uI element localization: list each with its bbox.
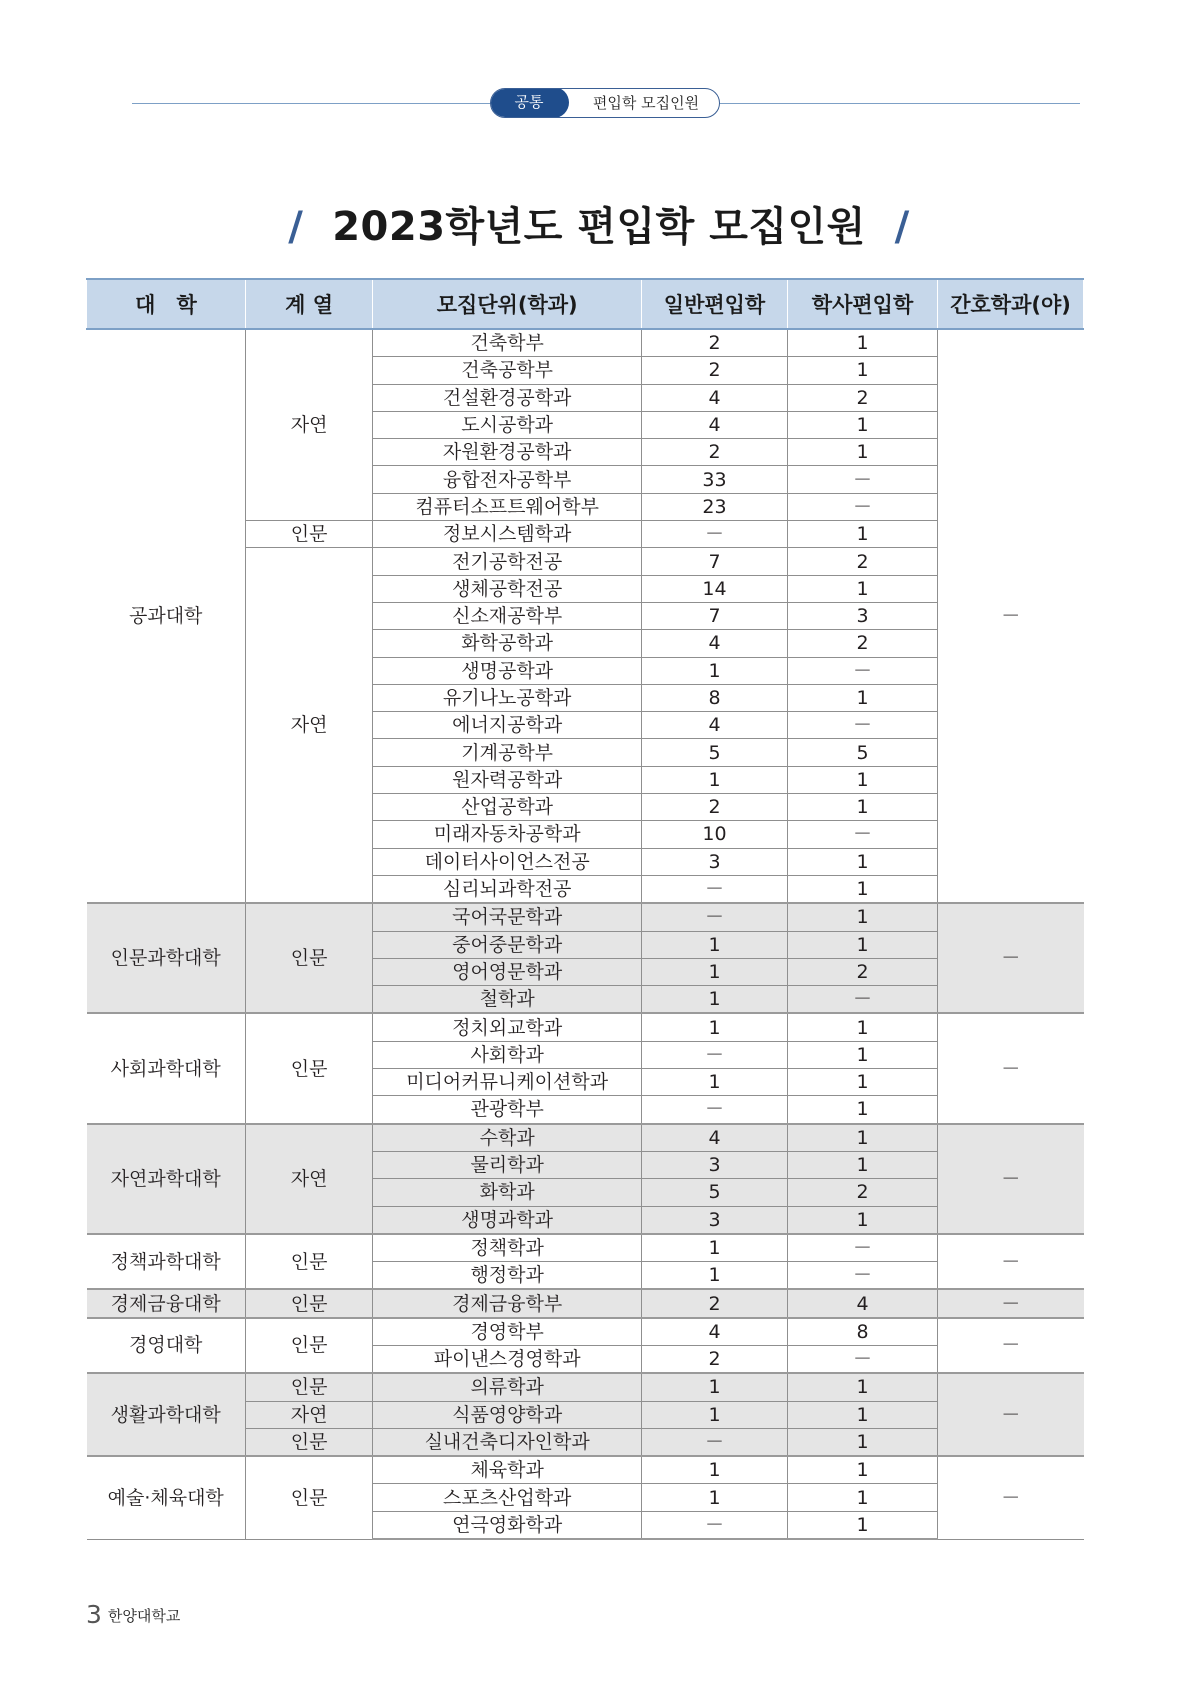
general-count-cell: 1 <box>642 1373 788 1401</box>
bachelor-count-cell: 1 <box>787 521 937 548</box>
nursing-count-cell: － <box>938 1013 1084 1123</box>
bachelor-count-cell: － <box>787 821 937 848</box>
general-count-cell: 1 <box>642 1262 788 1290</box>
unit-cell: 건축공학부 <box>373 357 642 384</box>
unit-cell: 정치외교학과 <box>373 1013 642 1041</box>
col-bachelor: 학사편입학 <box>787 279 937 329</box>
bachelor-count-cell: － <box>787 986 937 1014</box>
table-row <box>87 1234 1084 1262</box>
bachelor-count-cell: 1 <box>787 903 937 931</box>
bachelor-count-cell: 1 <box>787 1456 937 1484</box>
table-row <box>87 1124 1084 1152</box>
bachelor-count-cell: 1 <box>787 411 937 438</box>
general-count-cell: 1 <box>642 986 788 1014</box>
general-count-cell: 3 <box>642 1206 788 1234</box>
bachelor-count-cell: － <box>787 1262 937 1290</box>
general-count-cell: 2 <box>642 1289 788 1317</box>
bachelor-count-cell: 8 <box>787 1318 937 1346</box>
bachelor-count-cell: － <box>787 1234 937 1262</box>
page-title <box>0 195 1198 252</box>
admission-table <box>86 278 1084 1540</box>
bachelor-count-cell: 1 <box>787 931 937 958</box>
section-tag <box>490 88 720 118</box>
general-count-cell: 1 <box>642 931 788 958</box>
bachelor-count-cell: 1 <box>787 1041 937 1068</box>
nursing-count-cell: － <box>938 1289 1084 1317</box>
college-cell: 경영대학 <box>87 1318 246 1374</box>
general-count-cell: － <box>642 903 788 931</box>
unit-cell: 자원환경공학과 <box>373 439 642 466</box>
general-count-cell: 1 <box>642 1484 788 1511</box>
unit-cell: 체육학과 <box>373 1456 642 1484</box>
unit-cell: 철학과 <box>373 986 642 1014</box>
nursing-count-cell: － <box>938 329 1084 903</box>
general-count-cell: 10 <box>642 821 788 848</box>
bachelor-count-cell: 1 <box>787 766 937 793</box>
track-cell: 인문 <box>245 521 372 548</box>
unit-cell: 유기나노공학과 <box>373 684 642 711</box>
title-slash-right-icon: / <box>894 204 910 250</box>
general-count-cell: 2 <box>642 439 788 466</box>
general-count-cell: 1 <box>642 1401 788 1428</box>
unit-cell: 실내건축디자인학과 <box>373 1428 642 1456</box>
general-count-cell: 8 <box>642 684 788 711</box>
bachelor-count-cell: 1 <box>787 1096 937 1124</box>
bachelor-count-cell: 1 <box>787 575 937 602</box>
general-count-cell: 2 <box>642 329 788 357</box>
general-count-cell: 3 <box>642 1151 788 1178</box>
track-cell: 인문 <box>245 1456 372 1539</box>
bachelor-count-cell: 1 <box>787 329 937 357</box>
unit-cell: 경제금융학부 <box>373 1289 642 1317</box>
college-cell: 공과대학 <box>87 329 246 903</box>
bachelor-count-cell: 1 <box>787 794 937 821</box>
col-nursing: 간호학과(야) <box>938 279 1084 329</box>
unit-cell: 국어국문학과 <box>373 903 642 931</box>
table-row <box>87 1373 1084 1401</box>
unit-cell: 의류학과 <box>373 1373 642 1401</box>
bachelor-count-cell: － <box>787 712 937 739</box>
nursing-count-cell: － <box>938 1373 1084 1456</box>
unit-cell: 건축학부 <box>373 329 642 357</box>
unit-cell: 생체공학전공 <box>373 575 642 602</box>
college-cell: 예술·체육대학 <box>87 1456 246 1539</box>
bachelor-count-cell: 1 <box>787 1373 937 1401</box>
general-count-cell: － <box>642 521 788 548</box>
general-count-cell: 5 <box>642 739 788 766</box>
unit-cell: 도시공학과 <box>373 411 642 438</box>
table-row <box>87 1456 1084 1484</box>
general-count-cell: 1 <box>642 1069 788 1096</box>
section-tag-topic: 편입학 모집인원 <box>592 94 700 112</box>
general-count-cell: 5 <box>642 1179 788 1206</box>
general-count-cell: 33 <box>642 466 788 493</box>
unit-cell: 에너지공학과 <box>373 712 642 739</box>
bachelor-count-cell: 1 <box>787 1013 937 1041</box>
unit-cell: 데이터사이언스전공 <box>373 848 642 875</box>
bachelor-count-cell: 2 <box>787 630 937 657</box>
college-cell: 사회과학대학 <box>87 1013 246 1123</box>
bachelor-count-cell: 1 <box>787 1484 937 1511</box>
nursing-count-cell: － <box>938 1456 1084 1539</box>
track-cell: 인문 <box>245 1013 372 1123</box>
unit-cell: 융합전자공학부 <box>373 466 642 493</box>
bachelor-count-cell: 1 <box>787 1206 937 1234</box>
bachelor-count-cell: 2 <box>787 958 937 985</box>
unit-cell: 컴퓨터소프트웨어학부 <box>373 493 642 520</box>
bachelor-count-cell: － <box>787 1345 937 1373</box>
unit-cell: 연극영화학과 <box>373 1511 642 1539</box>
unit-cell: 영어영문학과 <box>373 958 642 985</box>
general-count-cell: 1 <box>642 958 788 985</box>
bachelor-count-cell: 1 <box>787 1069 937 1096</box>
table-header-row <box>87 279 1084 329</box>
bachelor-count-cell: 1 <box>787 1151 937 1178</box>
unit-cell: 스포츠산업학과 <box>373 1484 642 1511</box>
general-count-cell: 4 <box>642 1318 788 1346</box>
general-count-cell: 1 <box>642 766 788 793</box>
track-cell: 인문 <box>245 1289 372 1317</box>
college-cell: 자연과학대학 <box>87 1124 246 1234</box>
track-cell: 자연 <box>245 1124 372 1234</box>
bachelor-count-cell: 1 <box>787 1428 937 1456</box>
bachelor-count-cell: 2 <box>787 1179 937 1206</box>
bachelor-count-cell: 1 <box>787 1124 937 1152</box>
track-cell: 인문 <box>245 903 372 1013</box>
table-row <box>87 903 1084 931</box>
bachelor-count-cell: － <box>787 493 937 520</box>
page-title-text: 2023학년도 편입학 모집인원 <box>332 204 866 250</box>
nursing-count-cell: － <box>938 1124 1084 1234</box>
unit-cell: 중어중문학과 <box>373 931 642 958</box>
unit-cell: 원자력공학과 <box>373 766 642 793</box>
bachelor-count-cell: 1 <box>787 684 937 711</box>
bachelor-count-cell: 4 <box>787 1289 937 1317</box>
col-general: 일반편입학 <box>642 279 788 329</box>
unit-cell: 건설환경공학과 <box>373 384 642 411</box>
unit-cell: 신소재공학부 <box>373 602 642 629</box>
bachelor-count-cell: 2 <box>787 384 937 411</box>
col-unit: 모집단위(학과) <box>373 279 642 329</box>
general-count-cell: － <box>642 1511 788 1539</box>
nursing-count-cell: － <box>938 1318 1084 1374</box>
college-cell: 경제금융대학 <box>87 1289 246 1317</box>
track-cell: 인문 <box>245 1234 372 1290</box>
general-count-cell: 2 <box>642 794 788 821</box>
unit-cell: 파이낸스경영학과 <box>373 1345 642 1373</box>
unit-cell: 전기공학전공 <box>373 548 642 575</box>
unit-cell: 생명과학과 <box>373 1206 642 1234</box>
bachelor-count-cell: 1 <box>787 439 937 466</box>
table-row <box>87 1318 1084 1346</box>
unit-cell: 행정학과 <box>373 1262 642 1290</box>
unit-cell: 관광학부 <box>373 1096 642 1124</box>
bachelor-count-cell: 1 <box>787 848 937 875</box>
unit-cell: 물리학과 <box>373 1151 642 1178</box>
general-count-cell: － <box>642 875 788 903</box>
general-count-cell: 4 <box>642 1124 788 1152</box>
general-count-cell: 4 <box>642 712 788 739</box>
general-count-cell: 2 <box>642 1345 788 1373</box>
table-row <box>87 329 1084 357</box>
unit-cell: 미래자동차공학과 <box>373 821 642 848</box>
general-count-cell: 14 <box>642 575 788 602</box>
nursing-count-cell: － <box>938 903 1084 1013</box>
general-count-cell: 1 <box>642 1013 788 1041</box>
page-number: 3 <box>86 1600 102 1629</box>
unit-cell: 심리뇌과학전공 <box>373 875 642 903</box>
general-count-cell: － <box>642 1428 788 1456</box>
general-count-cell: 1 <box>642 657 788 684</box>
col-college: 대 학 <box>87 279 246 329</box>
bachelor-count-cell: 1 <box>787 1401 937 1428</box>
page-footer <box>86 1600 180 1629</box>
section-tag-category: 공통 <box>490 88 569 118</box>
unit-cell: 경영학부 <box>373 1318 642 1346</box>
general-count-cell: 1 <box>642 1456 788 1484</box>
bachelor-count-cell: 1 <box>787 875 937 903</box>
unit-cell: 미디어커뮤니케이션학과 <box>373 1069 642 1096</box>
unit-cell: 사회학과 <box>373 1041 642 1068</box>
college-cell: 인문과학대학 <box>87 903 246 1013</box>
bachelor-count-cell: 2 <box>787 548 937 575</box>
table-body <box>87 329 1084 1539</box>
general-count-cell: 3 <box>642 848 788 875</box>
unit-cell: 정보시스템학과 <box>373 521 642 548</box>
college-cell: 생활과학대학 <box>87 1373 246 1456</box>
general-count-cell: 7 <box>642 602 788 629</box>
track-cell: 인문 <box>245 1373 372 1401</box>
unit-cell: 수학과 <box>373 1124 642 1152</box>
unit-cell: 기계공학부 <box>373 739 642 766</box>
general-count-cell: 7 <box>642 548 788 575</box>
title-slash-left-icon: / <box>288 204 304 250</box>
unit-cell: 식품영양학과 <box>373 1401 642 1428</box>
general-count-cell: 4 <box>642 630 788 657</box>
bachelor-count-cell: 5 <box>787 739 937 766</box>
table-row <box>87 1289 1084 1317</box>
unit-cell: 정책학과 <box>373 1234 642 1262</box>
track-cell: 자연 <box>245 329 372 521</box>
general-count-cell: 2 <box>642 357 788 384</box>
general-count-cell: － <box>642 1096 788 1124</box>
general-count-cell: 4 <box>642 411 788 438</box>
general-count-cell: 4 <box>642 384 788 411</box>
table-row <box>87 1013 1084 1041</box>
general-count-cell: － <box>642 1041 788 1068</box>
track-cell: 인문 <box>245 1318 372 1374</box>
track-cell: 인문 <box>245 1428 372 1456</box>
track-cell: 자연 <box>245 1401 372 1428</box>
nursing-count-cell: － <box>938 1234 1084 1290</box>
general-count-cell: 23 <box>642 493 788 520</box>
bachelor-count-cell: 1 <box>787 1511 937 1539</box>
unit-cell: 생명공학과 <box>373 657 642 684</box>
col-track: 계 열 <box>245 279 372 329</box>
unit-cell: 화학공학과 <box>373 630 642 657</box>
unit-cell: 화학과 <box>373 1179 642 1206</box>
bachelor-count-cell: 3 <box>787 602 937 629</box>
bachelor-count-cell: － <box>787 657 937 684</box>
bachelor-count-cell: 1 <box>787 357 937 384</box>
college-cell: 정책과학대학 <box>87 1234 246 1290</box>
bachelor-count-cell: － <box>787 466 937 493</box>
general-count-cell: 1 <box>642 1234 788 1262</box>
unit-cell: 산업공학과 <box>373 794 642 821</box>
track-cell: 자연 <box>245 548 372 903</box>
publisher-name: 한양대학교 <box>107 1607 181 1625</box>
